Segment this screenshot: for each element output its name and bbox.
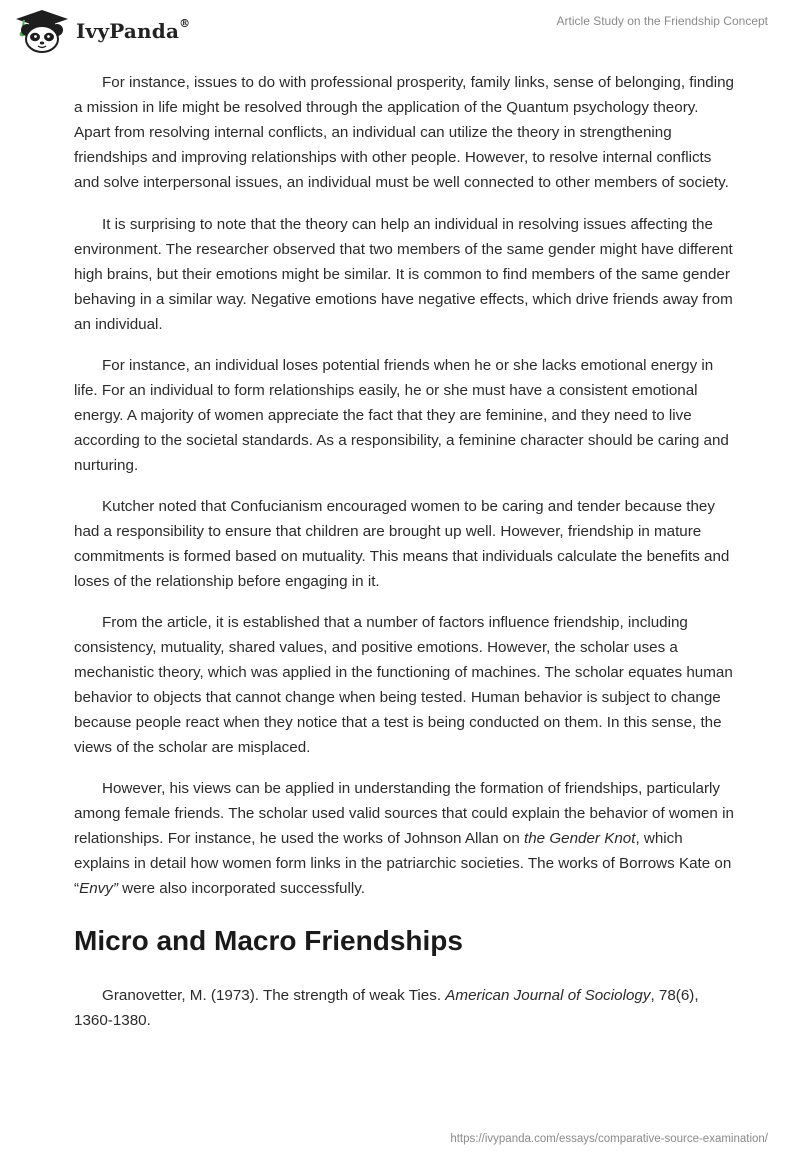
book-title: the Gender Knot xyxy=(523,830,636,847)
document-title: Article Study on the Friendship Concept xyxy=(556,14,768,28)
panda-graduate-icon xyxy=(14,8,70,54)
brand-name: IvyPanda® xyxy=(76,17,191,43)
paragraph: For instance, an individual loses potential friends when he or she lacks emotional energy in life. For an individual to form relationships easily, he or she must have a consistent emotional energy. A majority of women appreciate the fact that they are feminine, and they need to live according to the societal standards. As a responsibility, a feminine character should be caring and nurturing. xyxy=(74,357,729,474)
article-body xyxy=(74,70,734,1049)
paragraph: However, his views can be applied in understanding the formation of friendships, particularly among female friends. The scholar used valid sources that could explain the behavior of women in relationships. For instance, he used the works of Johnson Allan on the Gender Knot, which explains in detail how women form links in the patriarchic societies. The works of Borrows Kate on “Envy” were also incorporated successfully. xyxy=(74,780,734,897)
paragraph: It is surprising to note that the theory can help an individual in resolving issues affecting the environment. The researcher observed that two members of the same gender might have different high brains, but their emotions might be similar. It is common to find members of the same gender behaving in a similar way. Negative emotions have negative effects, which drive friends away from an individual. xyxy=(74,216,733,333)
source-url[interactable]: https://ivypanda.com/essays/comparative-source-examination/ xyxy=(450,1133,768,1145)
book-title: Envy” xyxy=(79,880,118,897)
section-heading: Micro and Macro Friendships xyxy=(74,925,463,956)
paragraph: For instance, issues to do with professional prosperity, family links, sense of belonging, finding a mission in life might be resolved through the application of the Quantum psychology theory. Apart from resolving internal conflicts, an individual can utilize the theory in strengthening friendships and improving relationships with other people. However, to resolve internal conflicts and solve interpersonal issues, an individual must be well connected to other members of society. xyxy=(74,74,735,191)
paragraph: Kutcher noted that Confucianism encouraged women to be caring and tender because they had a responsibility to ensure that children are brought up well. However, friendship in mature commitments is formed based on mutuality. This means that individuals calculate the benefits and loses of the relationship before engaging in it. xyxy=(74,498,730,590)
paragraph: From the article, it is established that a number of factors influence friendship, including consistency, mutuality, shared values, and positive emotions. However, the scholar uses a mechanistic theory, which was applied in the functioning of machines. The scholar equates human behavior to objects that cannot change when being tested. Human behavior is subject to change because people react when they notice that a test is being conducted on them. In this sense, the views of the scholar are misplaced. xyxy=(74,614,733,756)
ivypanda-logo[interactable] xyxy=(14,8,190,54)
journal-title: American Journal of Sociology xyxy=(445,987,651,1004)
reference-entry: Granovetter, M. (1973). The strength of weak Ties. American Journal of Sociology, 78(6), 1360-1380. xyxy=(74,987,699,1029)
page-header xyxy=(0,0,800,60)
